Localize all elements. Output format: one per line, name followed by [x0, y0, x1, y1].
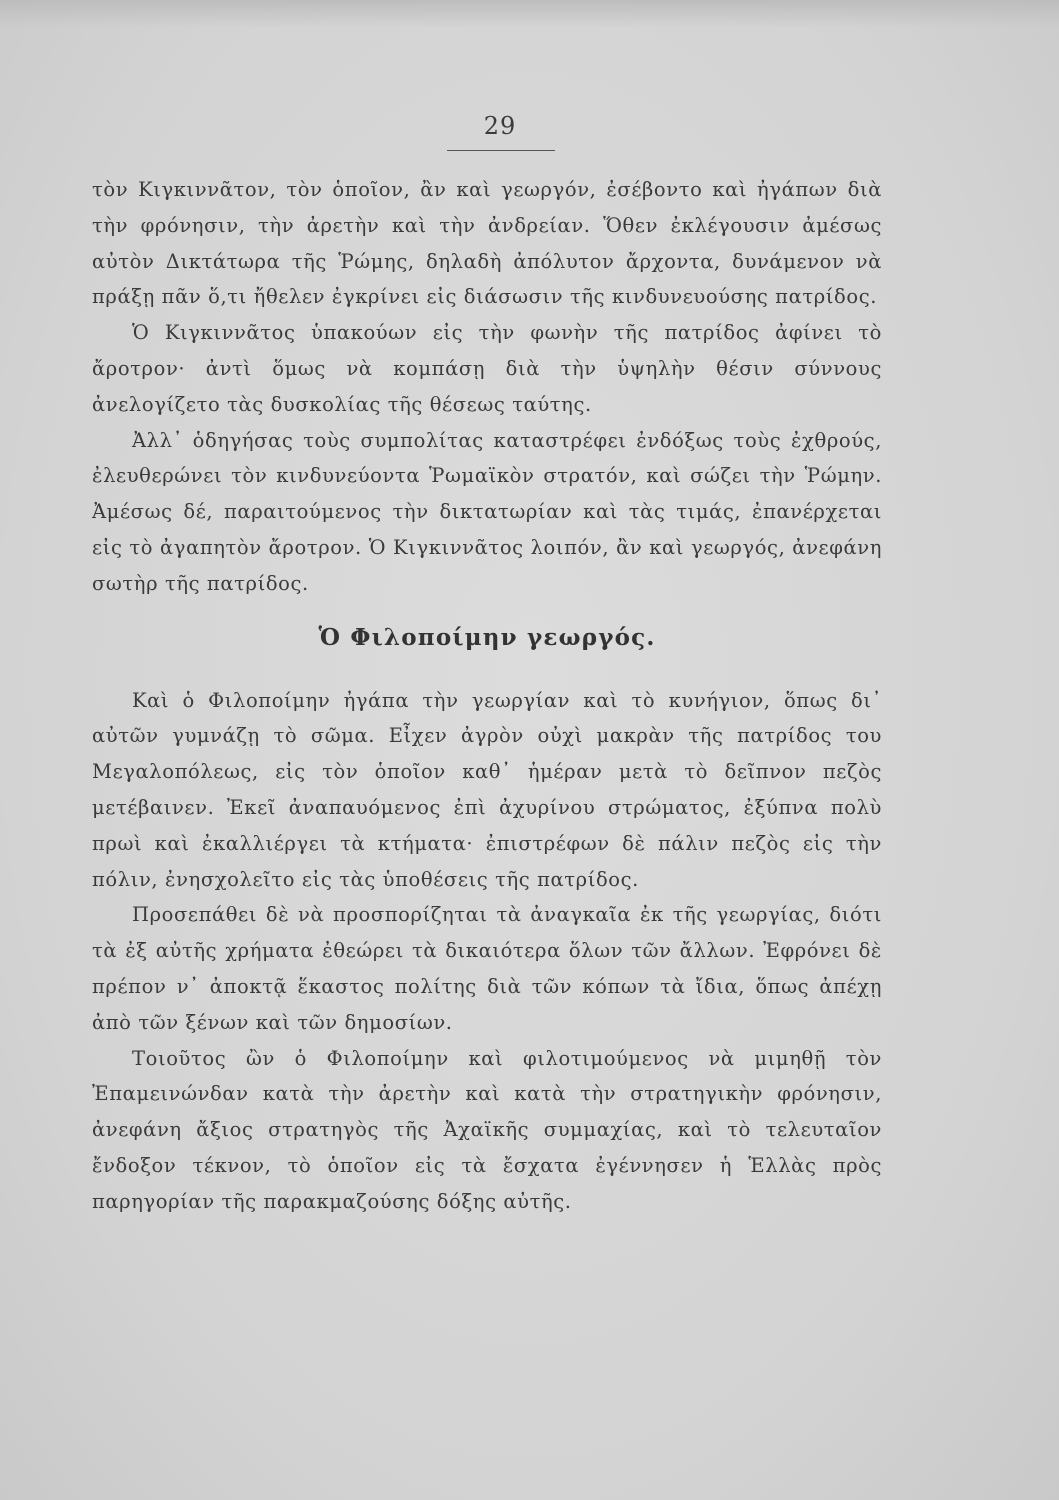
paragraph: τὸν Κιγκιννᾶτον, τὸν ὁποῖον, ἂν καὶ γεωργόν, ἐσέβοντο καὶ ἠγάπων διὰ τὴν φρόνησιν, τὴν ἀρετὴν καὶ τὴν ἀνδρείαν. Ὅθεν ἐκλέγουσιν ἀμέσως αὐτὸν Δικτάτωρα τῆς Ῥώμης, δηλαδὴ ἀπόλυτον ἄρχοντα, δυνάμενον νὰ πράξῃ πᾶν ὅ,τι ἤθελεν ἐγκρίνει εἰς διάσωσιν τῆς κινδυνευούσης πατρίδος.: [92, 178, 882, 309]
paragraph: Προσεπάθει δὲ νὰ προσπορίζηται τὰ ἀναγκαῖα ἐκ τῆς γεωργίας, διότι τὰ ἐξ αὐτῆς χρήματα ἐθεώρει τὰ δικαιότερα ὅλων τῶν ἄλλων. Ἐφρόνει δὲ πρέπον ν᾽ ἀποκτᾷ ἕκαστος πολίτης διὰ τῶν κόπων τὰ ἴδια, ὅπως ἀπέχῃ ἀπὸ τῶν ξένων καὶ τῶν δημοσίων.: [92, 903, 882, 1034]
page-number: 29: [483, 112, 517, 140]
paragraph: Ὁ Κιγκιννᾶτος ὑπακούων εἰς τὴν φωνὴν τῆς πατρίδος ἀφίνει τὸ ἄροτρον· ἀντὶ ὅμως νὰ κομπάσῃ διὰ τὴν ὑψηλὴν θέσιν σύννους ἀνελογίζετο τὰς δυσκολίας τῆς θέσεως ταύτης.: [92, 321, 882, 416]
page-number-rule: [447, 150, 555, 151]
paragraph: Τοιοῦτος ὢν ὁ Φιλοποίμην καὶ φιλοτιμούμενος νὰ μιμηθῇ τὸν Ἐπαμεινώνδαν κατὰ τὴν ἀρετὴν καὶ κατὰ τὴν στρατηγικὴν φρόνησιν, ἀνεφάνη ἄξιος στρατηγὸς τῆς Ἀχαϊκῆς συμμαχίας, καὶ τὸ τελευταῖον ἔνδοξον τέκνον, τὸ ὁποῖον εἰς τὰ ἔσχατα ἐγέννησεν ἡ Ἑλλὰς πρὸς παρηγορίαν τῆς παρακμαζούσης δόξης αὐτῆς.: [92, 1046, 882, 1213]
page-body: [92, 172, 882, 1220]
section-heading: Ὁ Φιλοποίμην γεωργός.: [318, 623, 656, 651]
page-edge-shadow: [0, 0, 1059, 28]
paragraph: Καὶ ὁ Φιλοποίμην ἠγάπα τὴν γεωργίαν καὶ τὸ κυνήγιον, ὅπως δι᾽ αὐτῶν γυμνάζῃ τὸ σῶμα. Εἶχεν ἀγρὸν οὐχὶ μακρὰν τῆς πατρίδος του Μεγαλοπόλεως, εἰς τὸν ὁποῖον καθ᾽ ἡμέραν μετὰ τὸ δεῖπνον πεζὸς μετέβαινεν. Ἐκεῖ ἀναπαυόμενος ἐπὶ ἀχυρίνου στρώματος, ἐξύπνα πολὺ πρωὶ καὶ ἐκαλλιέργει τὰ κτήματα· ἐπιστρέφων δὲ πάλιν πεζὸς εἰς τὴν πόλιν, ἐνησχολεῖτο εἰς τὰς ὑποθέσεις τῆς πατρίδος.: [92, 688, 882, 891]
paragraph: Ἀλλ᾽ ὁδηγήσας τοὺς συμπολίτας καταστρέφει ἐνδόξως τοὺς ἐχθρούς, ἐλευθερώνει τὸν κινδυνεύοντα Ῥωμαϊκὸν στρατόν, καὶ σώζει τὴν Ῥώμην. Ἀμέσως δέ, παραιτούμενος τὴν δικτατωρίαν καὶ τὰς τιμάς, ἐπανέρχεται εἰς τὸ ἀγαπητὸν ἄροτρον. Ὁ Κιγκιννᾶτος λοιπόν, ἂν καὶ γεωργός, ἀνεφάνη σωτὴρ τῆς πατρίδος.: [92, 428, 882, 595]
